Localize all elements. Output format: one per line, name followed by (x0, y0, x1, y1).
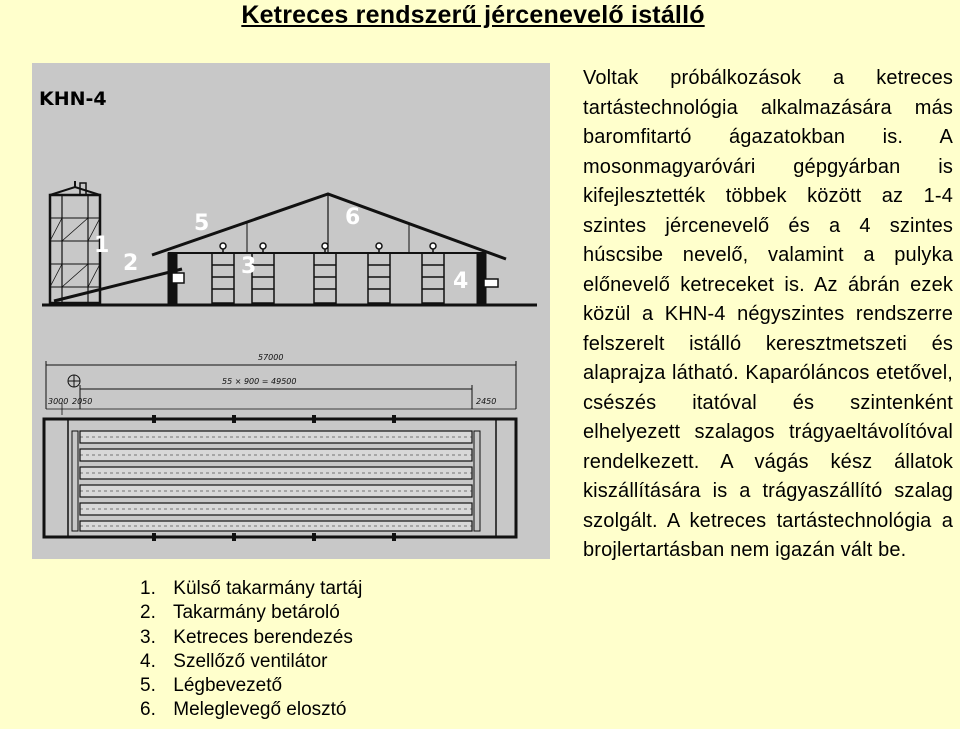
legend-item: 6. Meleglevegő elosztó (140, 699, 347, 721)
callout-4: 4 (453, 269, 469, 294)
callout-2: 2 (123, 251, 139, 276)
dim-total: 57000 (258, 353, 284, 362)
dim-right: 2450 (476, 397, 497, 406)
page-title: Ketreces rendszerű jércenevelő istálló (241, 1, 705, 29)
callout-1: 1 (94, 233, 110, 258)
feed-conveyor (54, 269, 182, 301)
barn-drawing (32, 63, 550, 559)
dim-left-b: 2050 (72, 397, 93, 406)
description-text: Voltak próbálkozások a ketreces tartástechnológia alkalmazására más baromfitartó ágazatokban is. A mosonmagyaróvári gépgyárban is kifejlesztették többek között az 1-4 szintes jércenevelő és a 4 szintes húscsibe nevelő, valamint a pulyka előnevelő ketreceket is. Az ábrán ezek közül a KHN-4 négyszintes rendszerre felszerelt istálló keresztmetszeti és alaprajza látható. Kaparóláncos etetővel, csészés itatóval és szintenként elhelyezett szalagos trágyaeltávolítóval rendelkezett. A vágás kész állatok kiszállítására is a trágyaszállító szalag szolgált. A ketreces tartástechnológia a brojlertartásban nem igazán vált be. (583, 67, 953, 561)
dim-left-a: 3000 (48, 397, 69, 406)
feed-silo (50, 181, 100, 303)
legend-item: 3. Ketreces berendezés (140, 626, 353, 648)
legend-list (118, 577, 362, 723)
floor-plan (44, 361, 516, 541)
model-label: KHN-4 (39, 88, 107, 110)
legend-item: 1. Külső takarmány tartáj (140, 578, 363, 599)
barn-diagram (32, 63, 550, 559)
dim-cages: 55 × 900 = 49500 (222, 377, 297, 386)
callout-6: 6 (345, 205, 361, 230)
legend-item: 2. Takarmány betároló (140, 602, 340, 624)
callout-5: 5 (194, 211, 210, 236)
legend-item: 4. Szellőző ventilátor (140, 650, 328, 672)
callout-3: 3 (241, 254, 257, 279)
legend-item: 5. Légbevezető (140, 675, 283, 697)
